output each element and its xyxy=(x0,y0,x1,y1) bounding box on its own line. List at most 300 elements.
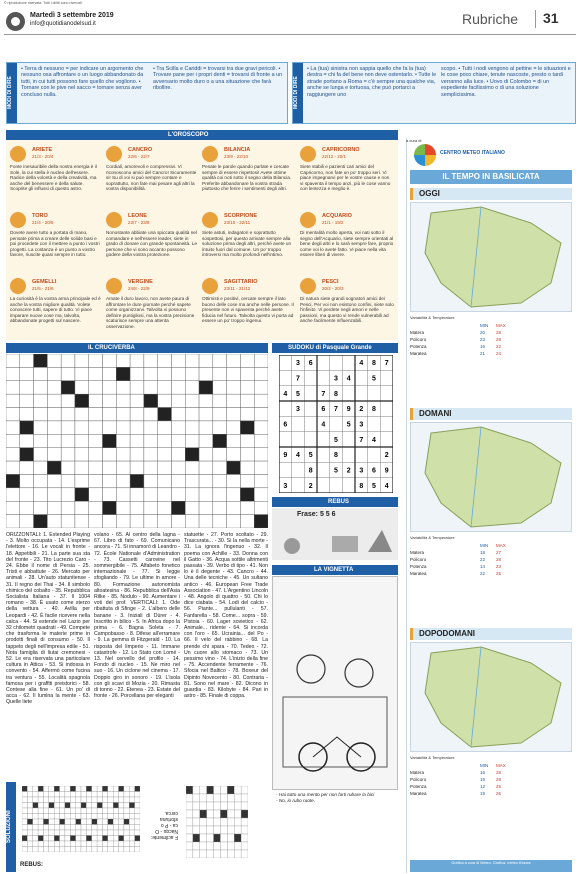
crossword-cell[interactable] xyxy=(171,448,185,461)
crossword-cell[interactable] xyxy=(213,421,227,434)
crossword-cell[interactable] xyxy=(171,408,185,421)
crossword-cell[interactable] xyxy=(34,474,48,487)
crossword-cell[interactable] xyxy=(185,488,199,501)
crossword-cell[interactable] xyxy=(185,515,199,528)
crossword-cell[interactable] xyxy=(6,488,20,501)
crossword-cell[interactable] xyxy=(61,448,75,461)
crossword-cell[interactable] xyxy=(254,474,268,487)
crossword-cell[interactable] xyxy=(61,461,75,474)
crossword-cell[interactable] xyxy=(34,367,48,380)
crossword-cell[interactable] xyxy=(103,501,117,514)
crossword-cell[interactable] xyxy=(130,381,144,394)
crossword-cell[interactable] xyxy=(75,474,89,487)
crossword-cell[interactable] xyxy=(103,367,117,380)
crossword-cell[interactable] xyxy=(61,354,75,367)
crossword-cell[interactable] xyxy=(103,515,117,528)
sudoku-cell[interactable] xyxy=(380,401,393,416)
crossword-cell[interactable] xyxy=(89,434,103,447)
crossword-cell[interactable] xyxy=(34,381,48,394)
crossword-cell[interactable] xyxy=(185,448,199,461)
crossword-cell[interactable] xyxy=(158,394,172,407)
crossword-cell[interactable] xyxy=(213,434,227,447)
crossword-cell[interactable] xyxy=(254,354,268,367)
sudoku-cell[interactable] xyxy=(317,370,330,385)
crossword-cell[interactable] xyxy=(254,515,268,528)
crossword-cell[interactable] xyxy=(254,448,268,461)
crossword-cell[interactable] xyxy=(89,367,103,380)
crossword-cell[interactable] xyxy=(6,515,20,528)
solution-cell xyxy=(193,786,200,794)
sudoku-cell[interactable] xyxy=(279,432,292,447)
sudoku-cell[interactable] xyxy=(292,432,305,447)
crossword-cell[interactable] xyxy=(47,434,61,447)
crossword-cell[interactable] xyxy=(103,408,117,421)
crossword-cell[interactable] xyxy=(213,367,227,380)
crossword-cell[interactable] xyxy=(75,461,89,474)
crossword-cell[interactable] xyxy=(20,501,34,514)
crossword-cell[interactable] xyxy=(130,367,144,380)
crossword-cell[interactable] xyxy=(254,434,268,447)
crossword-cell[interactable] xyxy=(116,501,130,514)
sudoku-cell[interactable] xyxy=(368,416,381,431)
crossword-cell[interactable] xyxy=(171,394,185,407)
sudoku-cell[interactable] xyxy=(368,386,381,401)
crossword-cell[interactable] xyxy=(89,461,103,474)
crossword-cell[interactable] xyxy=(47,501,61,514)
crossword-cell[interactable] xyxy=(171,488,185,501)
crossword-cell[interactable] xyxy=(20,354,34,367)
sudoku-cell[interactable] xyxy=(342,355,355,370)
crossword-cell[interactable] xyxy=(75,434,89,447)
sudoku-cell[interactable] xyxy=(317,355,330,370)
crossword-cell[interactable] xyxy=(158,515,172,528)
crossword-cell[interactable] xyxy=(20,488,34,501)
sudoku-cell[interactable] xyxy=(279,401,292,416)
crossword-cell[interactable] xyxy=(103,461,117,474)
crossword-cell[interactable] xyxy=(213,515,227,528)
crossword-cell[interactable] xyxy=(213,354,227,367)
crossword-cell[interactable] xyxy=(240,515,254,528)
crossword-cell[interactable] xyxy=(185,474,199,487)
crossword-cell[interactable] xyxy=(199,501,213,514)
crossword-cell[interactable] xyxy=(213,394,227,407)
crossword-cell[interactable] xyxy=(144,501,158,514)
crossword-cell[interactable] xyxy=(199,448,213,461)
crossword-cell[interactable] xyxy=(6,474,20,487)
crossword-cell[interactable] xyxy=(61,381,75,394)
crossword-cell[interactable] xyxy=(89,501,103,514)
sudoku-cell[interactable] xyxy=(317,462,330,477)
sudoku-cell[interactable] xyxy=(330,478,343,493)
crossword-cell[interactable] xyxy=(227,434,241,447)
crossword-cell[interactable] xyxy=(254,501,268,514)
crossword-cell[interactable] xyxy=(116,408,130,421)
crossword-grid[interactable] xyxy=(6,354,268,528)
crossword-cell[interactable] xyxy=(144,434,158,447)
crossword-cell[interactable] xyxy=(185,394,199,407)
sudoku-cell[interactable] xyxy=(330,355,343,370)
crossword-cell[interactable] xyxy=(20,515,34,528)
crossword-cell[interactable] xyxy=(185,421,199,434)
crossword-cell[interactable] xyxy=(185,408,199,421)
crossword-cell[interactable] xyxy=(240,367,254,380)
crossword-cell[interactable] xyxy=(144,354,158,367)
crossword-cell[interactable] xyxy=(171,515,185,528)
crossword-cell[interactable] xyxy=(144,367,158,380)
crossword-cell[interactable] xyxy=(227,515,241,528)
crossword-cell[interactable] xyxy=(171,421,185,434)
crossword-cell[interactable] xyxy=(89,421,103,434)
crossword-cell[interactable] xyxy=(47,421,61,434)
crossword-cell[interactable] xyxy=(185,461,199,474)
crossword-cell[interactable] xyxy=(34,354,48,367)
sudoku-cell[interactable] xyxy=(279,355,292,370)
crossword-cell[interactable] xyxy=(61,488,75,501)
sudoku-cell[interactable] xyxy=(292,416,305,431)
crossword-cell[interactable] xyxy=(227,448,241,461)
crossword-cell[interactable] xyxy=(240,434,254,447)
crossword-cell[interactable] xyxy=(116,367,130,380)
crossword-cell[interactable] xyxy=(158,501,172,514)
crossword-cell[interactable] xyxy=(240,474,254,487)
crossword-cell[interactable] xyxy=(6,421,20,434)
crossword-cell[interactable] xyxy=(158,448,172,461)
crossword-cell[interactable] xyxy=(158,434,172,447)
sudoku-cell[interactable] xyxy=(342,478,355,493)
crossword-cell[interactable] xyxy=(6,394,20,407)
sudoku-grid[interactable] xyxy=(279,355,393,493)
sudoku-cell[interactable] xyxy=(279,370,292,385)
crossword-cell[interactable] xyxy=(61,367,75,380)
crossword-cell[interactable] xyxy=(47,354,61,367)
crossword-cell[interactable] xyxy=(144,448,158,461)
crossword-cell[interactable] xyxy=(34,434,48,447)
crossword-cell[interactable] xyxy=(171,474,185,487)
crossword-cell[interactable] xyxy=(158,488,172,501)
crossword-cell[interactable] xyxy=(116,381,130,394)
crossword-cell[interactable] xyxy=(227,354,241,367)
sudoku-cell[interactable] xyxy=(330,416,343,431)
sudoku-cell[interactable] xyxy=(304,401,317,416)
crossword-cell[interactable] xyxy=(47,367,61,380)
crossword-cell[interactable] xyxy=(20,421,34,434)
crossword-cell[interactable] xyxy=(199,474,213,487)
crossword-cell[interactable] xyxy=(144,515,158,528)
crossword-cell[interactable] xyxy=(130,421,144,434)
sudoku-cell[interactable] xyxy=(380,370,393,385)
crossword-svg[interactable] xyxy=(6,354,268,528)
crossword-cell[interactable] xyxy=(20,474,34,487)
crossword-cell[interactable] xyxy=(199,461,213,474)
crossword-cell[interactable] xyxy=(61,408,75,421)
crossword-cell[interactable] xyxy=(89,448,103,461)
crossword-cell[interactable] xyxy=(185,501,199,514)
crossword-cell[interactable] xyxy=(75,515,89,528)
sign-dates: 21/4 - 20/5 xyxy=(32,220,54,225)
sudoku-cell[interactable] xyxy=(342,447,355,462)
crossword-cell[interactable] xyxy=(144,488,158,501)
crossword-cell[interactable] xyxy=(199,394,213,407)
crossword-cell[interactable] xyxy=(75,408,89,421)
crossword-cell[interactable] xyxy=(116,515,130,528)
crossword-cell[interactable] xyxy=(34,408,48,421)
crossword-cell[interactable] xyxy=(227,474,241,487)
crossword-cell[interactable] xyxy=(227,501,241,514)
sudoku-cell[interactable] xyxy=(355,370,368,385)
sudoku-cell[interactable] xyxy=(292,462,305,477)
crossword-cell[interactable] xyxy=(20,381,34,394)
crossword-cell[interactable] xyxy=(158,408,172,421)
crossword-cell[interactable] xyxy=(240,408,254,421)
crossword-cell[interactable] xyxy=(47,448,61,461)
crossword-cell[interactable] xyxy=(240,461,254,474)
crossword-cell[interactable] xyxy=(130,394,144,407)
crossword-cell[interactable] xyxy=(34,448,48,461)
crossword-cell[interactable] xyxy=(6,381,20,394)
sudoku-cell[interactable] xyxy=(342,386,355,401)
sudoku-cell[interactable] xyxy=(355,386,368,401)
solution-cell xyxy=(65,819,70,825)
solution-cell xyxy=(70,841,75,847)
crossword-cell[interactable] xyxy=(158,474,172,487)
crossword-cell[interactable] xyxy=(199,421,213,434)
crossword-cell[interactable] xyxy=(75,488,89,501)
crossword-cell[interactable] xyxy=(254,381,268,394)
crossword-cell[interactable] xyxy=(227,421,241,434)
sudoku-cell[interactable] xyxy=(317,478,330,493)
crossword-cell[interactable] xyxy=(158,381,172,394)
crossword-cell[interactable] xyxy=(61,434,75,447)
solution-cell xyxy=(70,808,75,814)
crossword-cell[interactable] xyxy=(171,367,185,380)
crossword-cell[interactable] xyxy=(75,354,89,367)
crossword-cell[interactable] xyxy=(75,421,89,434)
crossword-cell[interactable] xyxy=(130,488,144,501)
crossword-cell[interactable] xyxy=(254,421,268,434)
contact-email[interactable]: info@quotidianodelsud.it xyxy=(30,21,96,27)
crossword-cell[interactable] xyxy=(20,394,34,407)
crossword-cell[interactable] xyxy=(89,408,103,421)
crossword-cell[interactable] xyxy=(227,381,241,394)
crossword-cell[interactable] xyxy=(116,474,130,487)
crossword-cell[interactable] xyxy=(20,461,34,474)
crossword-cell[interactable] xyxy=(103,474,117,487)
solution-cell xyxy=(70,836,75,842)
crossword-cell[interactable] xyxy=(61,474,75,487)
crossword-cell[interactable] xyxy=(20,448,34,461)
crossword-cell[interactable] xyxy=(116,394,130,407)
crossword-cell[interactable] xyxy=(75,381,89,394)
crossword-cell[interactable] xyxy=(103,381,117,394)
crossword-cell[interactable] xyxy=(185,354,199,367)
crossword-cell[interactable] xyxy=(130,448,144,461)
crossword-cell[interactable] xyxy=(103,354,117,367)
crossword-cell[interactable] xyxy=(199,408,213,421)
solution-cell xyxy=(108,830,113,836)
crossword-cell[interactable] xyxy=(171,461,185,474)
crossword-cell[interactable] xyxy=(34,394,48,407)
crossword-cell[interactable] xyxy=(240,421,254,434)
crossword-cell[interactable] xyxy=(227,488,241,501)
crossword-cell[interactable] xyxy=(20,367,34,380)
crossword-cell[interactable] xyxy=(144,408,158,421)
crossword-cell[interactable] xyxy=(130,408,144,421)
crossword-cell[interactable] xyxy=(75,501,89,514)
crossword-cell[interactable] xyxy=(213,408,227,421)
crossword-cell[interactable] xyxy=(227,367,241,380)
crossword-cell[interactable] xyxy=(34,515,48,528)
sudoku-cell[interactable] xyxy=(304,432,317,447)
crossword-cell[interactable] xyxy=(254,367,268,380)
crossword-cell[interactable] xyxy=(89,488,103,501)
crossword-cell[interactable] xyxy=(199,354,213,367)
sudoku-cell[interactable] xyxy=(304,370,317,385)
crossword-cell[interactable] xyxy=(20,434,34,447)
crossword-cell[interactable] xyxy=(75,394,89,407)
crossword-cell[interactable] xyxy=(89,474,103,487)
crossword-cell[interactable] xyxy=(34,461,48,474)
crossword-cell[interactable] xyxy=(75,448,89,461)
crossword-cell[interactable] xyxy=(158,354,172,367)
crossword-cell[interactable] xyxy=(213,461,227,474)
sudoku-cell[interactable] xyxy=(355,447,368,462)
crossword-cell[interactable] xyxy=(47,488,61,501)
sudoku-cell[interactable] xyxy=(380,416,393,431)
crossword-cell[interactable] xyxy=(240,354,254,367)
crossword-cell[interactable] xyxy=(6,367,20,380)
crossword-cell[interactable] xyxy=(240,394,254,407)
crossword-cell[interactable] xyxy=(116,461,130,474)
sudoku-cell[interactable] xyxy=(342,432,355,447)
crossword-cell[interactable] xyxy=(103,434,117,447)
sudoku-svg[interactable] xyxy=(279,355,393,493)
crossword-cell[interactable] xyxy=(89,354,103,367)
crossword-cell[interactable] xyxy=(130,354,144,367)
crossword-cell[interactable] xyxy=(47,515,61,528)
crossword-cell[interactable] xyxy=(254,461,268,474)
sudoku-cell[interactable] xyxy=(304,416,317,431)
crossword-cell[interactable] xyxy=(116,421,130,434)
crossword-cell[interactable] xyxy=(34,421,48,434)
crossword-cell[interactable] xyxy=(213,488,227,501)
crossword-cell[interactable] xyxy=(116,448,130,461)
crossword-cell[interactable] xyxy=(89,381,103,394)
crossword-cell[interactable] xyxy=(185,367,199,380)
crossword-cell[interactable] xyxy=(47,408,61,421)
crossword-cell[interactable] xyxy=(89,515,103,528)
crossword-cell[interactable] xyxy=(34,501,48,514)
crossword-cell[interactable] xyxy=(240,501,254,514)
crossword-cell[interactable] xyxy=(171,501,185,514)
crossword-cell[interactable] xyxy=(213,501,227,514)
crossword-cell[interactable] xyxy=(213,381,227,394)
crossword-cell[interactable] xyxy=(171,354,185,367)
crossword-cell[interactable] xyxy=(116,488,130,501)
crossword-cell[interactable] xyxy=(240,381,254,394)
crossword-cell[interactable] xyxy=(61,421,75,434)
crossword-cell[interactable] xyxy=(213,474,227,487)
sudoku-cell[interactable] xyxy=(317,447,330,462)
crossword-cell[interactable] xyxy=(61,394,75,407)
crossword-cell[interactable] xyxy=(171,381,185,394)
crossword-cell[interactable] xyxy=(199,367,213,380)
crossword-cell[interactable] xyxy=(227,461,241,474)
crossword-cell[interactable] xyxy=(144,394,158,407)
sudoku-cell[interactable] xyxy=(317,432,330,447)
crossword-cell[interactable] xyxy=(89,394,103,407)
crossword-cell[interactable] xyxy=(130,515,144,528)
crossword-cell[interactable] xyxy=(130,461,144,474)
sudoku-cell[interactable] xyxy=(368,447,381,462)
crossword-cell[interactable] xyxy=(116,434,130,447)
crossword-cell[interactable] xyxy=(158,367,172,380)
crossword-cell[interactable] xyxy=(6,408,20,421)
crossword-cell[interactable] xyxy=(254,488,268,501)
crossword-cell[interactable] xyxy=(103,448,117,461)
sudoku-cell[interactable] xyxy=(380,432,393,447)
crossword-cell[interactable] xyxy=(61,501,75,514)
crossword-cell[interactable] xyxy=(130,434,144,447)
crossword-cell[interactable] xyxy=(240,488,254,501)
crossword-cell[interactable] xyxy=(227,408,241,421)
crossword-cell[interactable] xyxy=(47,381,61,394)
crossword-cell[interactable] xyxy=(144,421,158,434)
crossword-cell[interactable] xyxy=(6,501,20,514)
solution-cell xyxy=(65,814,70,820)
crossword-cell[interactable] xyxy=(6,448,20,461)
crossword-cell[interactable] xyxy=(158,421,172,434)
crossword-cell[interactable] xyxy=(254,408,268,421)
crossword-cell[interactable] xyxy=(103,394,117,407)
crossword-cell[interactable] xyxy=(199,381,213,394)
crossword-cell[interactable] xyxy=(144,461,158,474)
crossword-cell[interactable] xyxy=(6,461,20,474)
sudoku-cell[interactable] xyxy=(279,462,292,477)
crossword-cell[interactable] xyxy=(47,461,61,474)
crossword-cell[interactable] xyxy=(47,394,61,407)
crossword-cell[interactable] xyxy=(144,381,158,394)
crossword-cell[interactable] xyxy=(130,474,144,487)
crossword-cell[interactable] xyxy=(61,515,75,528)
sudoku-cell[interactable] xyxy=(304,386,317,401)
crossword-cell[interactable] xyxy=(130,501,144,514)
crossword-cell[interactable] xyxy=(103,421,117,434)
crossword-cell[interactable] xyxy=(20,408,34,421)
crossword-cell[interactable] xyxy=(185,434,199,447)
crossword-cell[interactable] xyxy=(227,394,241,407)
crossword-cell[interactable] xyxy=(144,474,158,487)
crossword-cell[interactable] xyxy=(171,434,185,447)
solution-cell xyxy=(200,802,207,810)
sudoku-cell[interactable] xyxy=(380,386,393,401)
crossword-cell[interactable] xyxy=(185,381,199,394)
crossword-cell[interactable] xyxy=(116,354,130,367)
sudoku-cell[interactable] xyxy=(292,478,305,493)
crossword-cell[interactable] xyxy=(213,448,227,461)
crossword-cell[interactable] xyxy=(199,515,213,528)
crossword-cell[interactable] xyxy=(103,488,117,501)
crossword-cell[interactable] xyxy=(47,474,61,487)
crossword-cell[interactable] xyxy=(34,488,48,501)
crossword-cell[interactable] xyxy=(199,434,213,447)
crossword-cell[interactable] xyxy=(6,434,20,447)
crossword-cell[interactable] xyxy=(158,461,172,474)
crossword-cell[interactable] xyxy=(6,354,20,367)
crossword-cell[interactable] xyxy=(199,488,213,501)
crossword-cell[interactable] xyxy=(240,448,254,461)
crossword-cell[interactable] xyxy=(254,394,268,407)
crossword-cell[interactable] xyxy=(75,367,89,380)
